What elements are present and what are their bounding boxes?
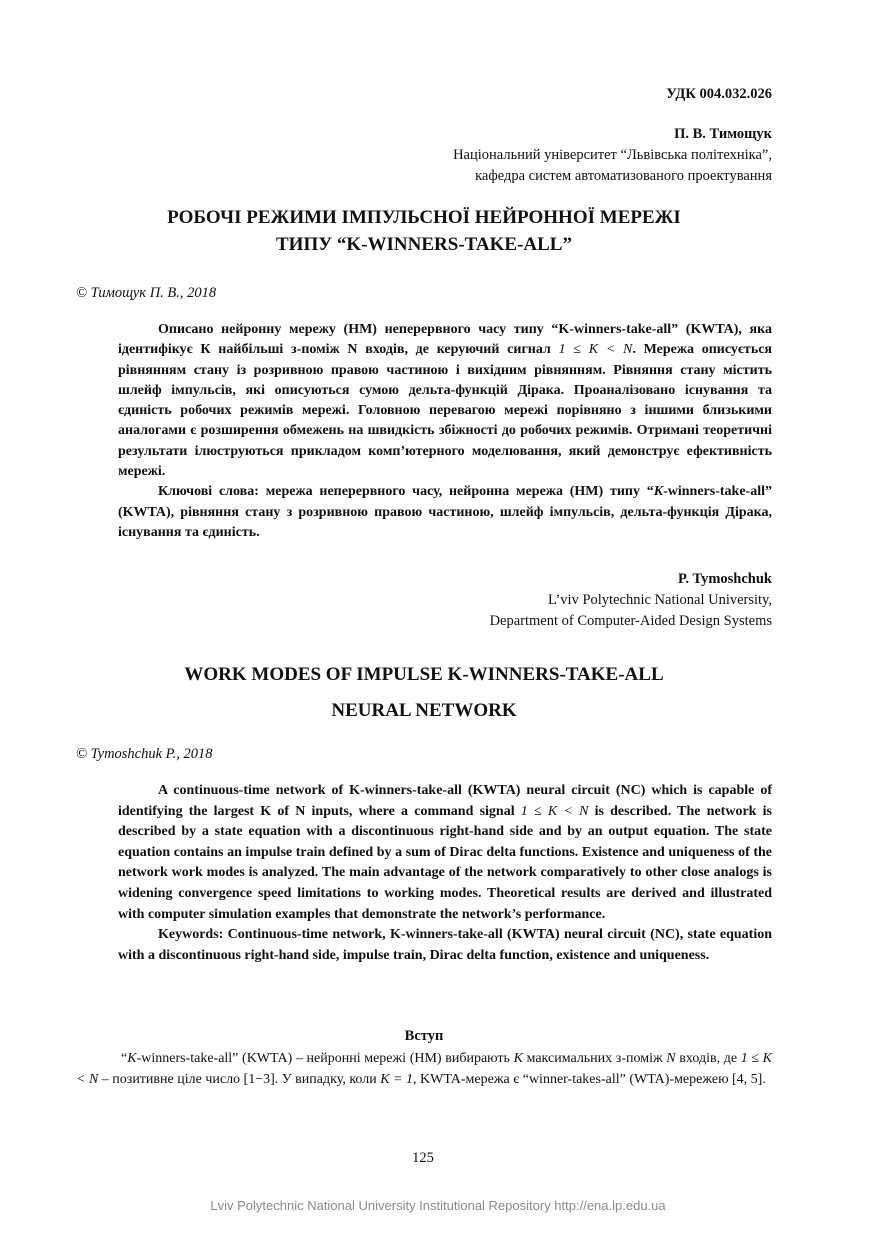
ua-author-name: П. В. Тимощук [674,126,772,142]
intro-text-4: входів, де [679,1051,738,1066]
en-title-line-2: NEURAL NETWORK [331,700,517,721]
ua-keywords-text-b: -winners-take-all” (KWTA), рівняння стану з розривною правою частиною, шлейф імпульсів, дельта-функція Дірака, існування та єдиність. [118,484,772,540]
udc-code: УДК 004.032.026 [666,86,772,102]
page-number: 125 [412,1150,434,1166]
ua-author-block [76,124,772,187]
ua-abstract-text-b: . Мережа описується рівнянням стану із розривною правою частиною і вихідним рівнянням. Рівняння стану містить шлейф імпульсів, які описуються сумою дельта-функцій Дірака. Проаналізовано існування та єдиність робочих режимів мережі. Головною перевагою мережі порівняно з іншими близькими аналогами є розширення обмежень на швидкість збіжності до робочих режимів. Отримані теоретичні результати ілюструються прикладом комп’ютерного моделювання, який демонструє ефективність мережі. [118,342,773,480]
en-abstract-formula: 1 ≤ K < N [520,803,589,819]
intro-heading: Вступ [404,1028,444,1044]
intro-k-equals: K = 1, [380,1071,417,1087]
ua-title-line-2: ТИПУ “K-WINNERS-TAKE-ALL” [276,234,572,255]
en-affiliation-1: L’viv Polytechnic National University, [547,592,772,608]
intro-paragraph [76,1049,772,1090]
ua-abstract-paragraph [118,320,772,482]
en-affiliation-2: Department of Computer-Aided Design Systems [489,613,772,629]
en-title [76,657,772,729]
ua-copyright: © Тимощук П. В., 2018 [76,285,217,301]
intro-n: N [666,1051,676,1066]
ua-abstract-text-a: Описано нейронну мережу (НМ) неперервного часу типу “K-winners-take-all” (KWTA), яка ідентифікує К найбільші з-поміж N входів, де керуючий сигнал [118,322,772,358]
intro-k-2: K [513,1051,523,1066]
ua-affiliation-2: кафедра систем автоматизованого проектування [475,168,772,184]
ua-keywords-text-a: Ключові слова: мережа неперервного часу, нейронна мережа (НМ) типу “ [158,484,654,500]
intro-text-3: максимальних з-поміж [526,1051,663,1066]
intro-body [76,1049,772,1090]
ua-affiliation-1: Національний університет “Львівська політехніка”, [453,147,772,163]
ua-keywords [118,482,772,543]
en-title-line-1: WORK MODES OF IMPULSE K-WINNERS-TAKE-ALL [184,664,664,685]
repository-footer: Lviv Polytechnic National University Institutional Repository http://ena.lp.edu.ua [210,1198,666,1213]
en-author-block [76,569,772,632]
intro-text-5: – позитивне ціле число [1−3]. У випадку, коли [101,1071,377,1087]
en-abstract-text-b: is described. The network is described by a state equation with a discontinuous right-hand side and by an output equation. The state equation contains an impulse train defined by a sum of Dirac delta functions. Existence and uniqueness of the network work modes is analyzed. The main advantage of the network comparatively to other close analogs is widening convergence speed limitations to working modes. Theoretical results are derived and illustrated with computer simulation examples that demonstrate the network’s performance. [118,803,772,922]
ua-keywords-italic-k: K [653,484,664,500]
intro-formula: 1 ≤ K < N [76,1051,773,1087]
en-author-name: P. Tymoshchuk [677,571,772,587]
intro-text-1: “ [121,1051,128,1066]
intro-k-1: K [127,1051,137,1066]
ua-abstract [118,320,772,543]
en-abstract [118,781,772,966]
en-copyright: © Tymoshchuk P., 2018 [76,746,213,762]
intro-text-2: -winners-take-all” (KWTA) – нейронні мережі (НМ) вибирають [136,1051,510,1066]
ua-abstract-formula: 1 ≤ K < N [558,342,633,358]
en-keywords: Keywords: Continuous-time network, K-winners-take-all (KWTA) neural circuit (NC), state equation with a discontinuous right-hand side, impulse train, Dirac delta function, existence and uniqueness. [118,927,772,963]
en-abstract-paragraph [118,781,772,925]
en-abstract-text-a: A continuous-time network of K-winners-take-all (KWTA) neural circuit (NC) which is capable of identifying the largest K of N inputs, where a command signal [118,783,772,819]
ua-title-line-1: РОБОЧІ РЕЖИМИ ІМПУЛЬСНОЇ НЕЙРОННОЇ МЕРЕЖІ [167,207,681,228]
intro-text-6: KWTA-мережа є “winner-takes-all” (WTA)-мережею [4, 5]. [420,1071,766,1087]
ua-title [76,204,772,258]
